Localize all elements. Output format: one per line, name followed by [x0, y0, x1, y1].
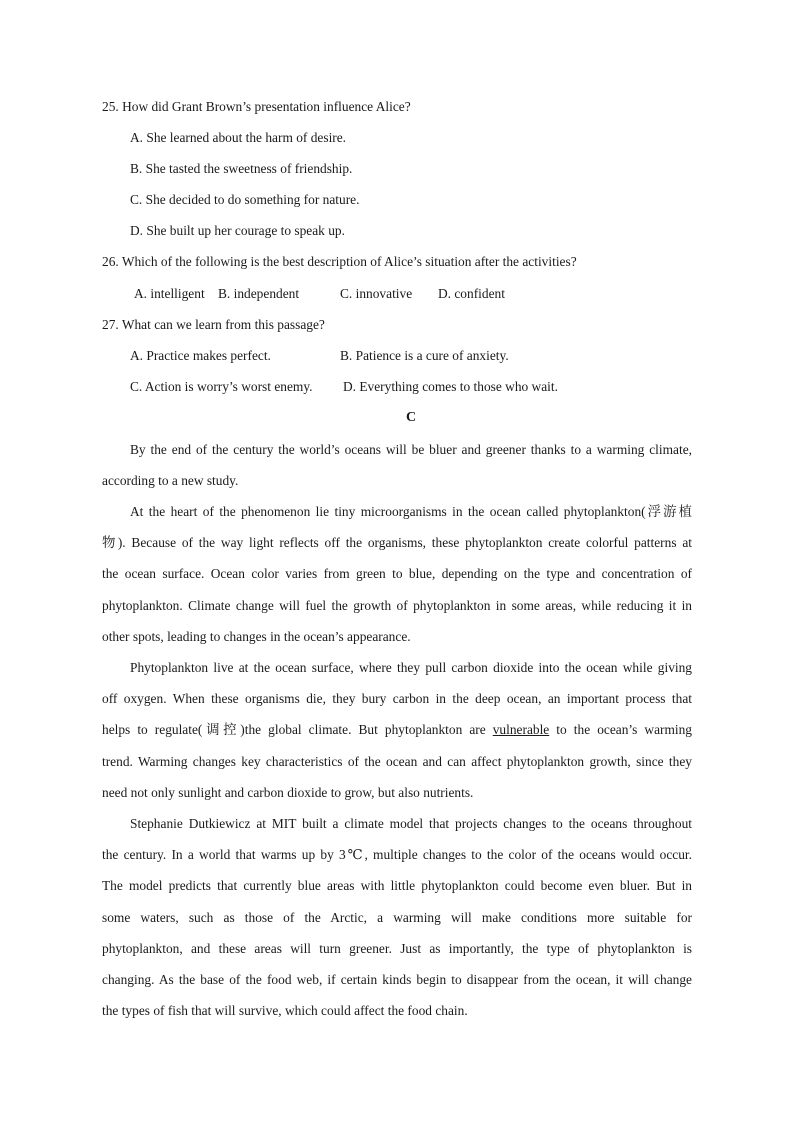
paragraph-4-line: changing. As the base of the food web, if certain kinds begin to disappear from the ocean, it will change: [102, 972, 692, 987]
question-25-option-b: B. She tasted the sweetness of friendship.: [130, 161, 353, 176]
question-26-option-a: A. intelligent: [134, 286, 205, 301]
question-27-option-a: A. Practice makes perfect.: [130, 348, 271, 363]
paragraph-4-line: some waters, such as those of the Arctic, a warming will make conditions more suitable for: [102, 910, 692, 925]
question-27-stem: 27. What can we learn from this passage?: [102, 317, 325, 332]
paragraph-2-line: the ocean surface. Ocean color varies from green to blue, depending on the type and concentration of: [102, 566, 692, 581]
paragraph-4-line: the century. In a world that warms up by 3℃, multiple changes to the color of the oceans would occur.: [102, 847, 692, 862]
paragraph-4-line: the types of fish that will survive, which could affect the food chain.: [102, 1003, 468, 1018]
section-c-heading: C: [405, 410, 417, 425]
question-26-option-d: D. confident: [438, 286, 505, 301]
paragraph-2-line: At the heart of the phenomenon lie tiny microorganisms in the ocean called phytoplankton(浮游植: [130, 504, 692, 519]
paragraph-2-line: phytoplankton. Climate change will fuel the growth of phytoplankton in some areas, while reducing it in: [102, 598, 692, 613]
question-26-option-b: B. independent: [218, 286, 300, 301]
paragraph-2-line: other spots, leading to changes in the ocean’s appearance.: [102, 629, 411, 644]
paragraph-3-text: to the ocean’s warming: [549, 722, 693, 737]
paragraph-4-line: The model predicts that currently blue areas with little phytoplankton could become even bluer. But in: [102, 878, 692, 893]
question-27-option-d: D. Everything comes to those who wait.: [343, 379, 558, 394]
question-25-option-d: D. She built up her courage to speak up.: [130, 223, 345, 238]
underlined-word-vulnerable: vulnerable: [492, 722, 550, 737]
question-25-stem: 25. How did Grant Brown’s presentation influence Alice?: [102, 99, 411, 114]
question-27-option-c: C. Action is worry’s worst enemy.: [130, 379, 313, 394]
paragraph-3-text: helps to regulate(调控)the global climate. But phytoplankton are: [102, 722, 493, 737]
paragraph-3-line: need not only sunlight and carbon dioxide to grow, but also nutrients.: [102, 785, 474, 800]
question-25-option-c: C. She decided to do something for nature.: [130, 192, 360, 207]
paragraph-1-line: By the end of the century the world’s oceans will be bluer and greener thanks to a warming climate,: [130, 442, 692, 457]
paragraph-1-line: according to a new study.: [102, 473, 239, 488]
question-25-option-a: A. She learned about the harm of desire.: [130, 130, 347, 145]
question-26-option-c: C. innovative: [340, 286, 413, 301]
paragraph-3-line: trend. Warming changes key characteristics of the ocean and can affect phytoplankton growth, since they: [102, 754, 692, 769]
paragraph-3-line: off oxygen. When these organisms die, they bury carbon in the deep ocean, an important process that: [102, 691, 692, 706]
question-26-stem: 26. Which of the following is the best description of Alice’s situation after the activities?: [102, 254, 577, 269]
paragraph-3-line: [102, 721, 692, 739]
paragraph-2-line: 物). Because of the way light reflects off the organisms, these phytoplankton create colorful patterns at: [102, 535, 692, 550]
paragraph-4-line: phytoplankton, and these areas will turn greener. Just as importantly, the type of phytoplankton is: [102, 941, 692, 956]
paragraph-3-line: Phytoplankton live at the ocean surface, where they pull carbon dioxide into the ocean while giving: [130, 660, 692, 675]
paragraph-4-line: Stephanie Dutkiewicz at MIT built a climate model that projects changes to the oceans throughout: [130, 816, 692, 831]
question-27-option-b: B. Patience is a cure of anxiety.: [340, 348, 509, 363]
